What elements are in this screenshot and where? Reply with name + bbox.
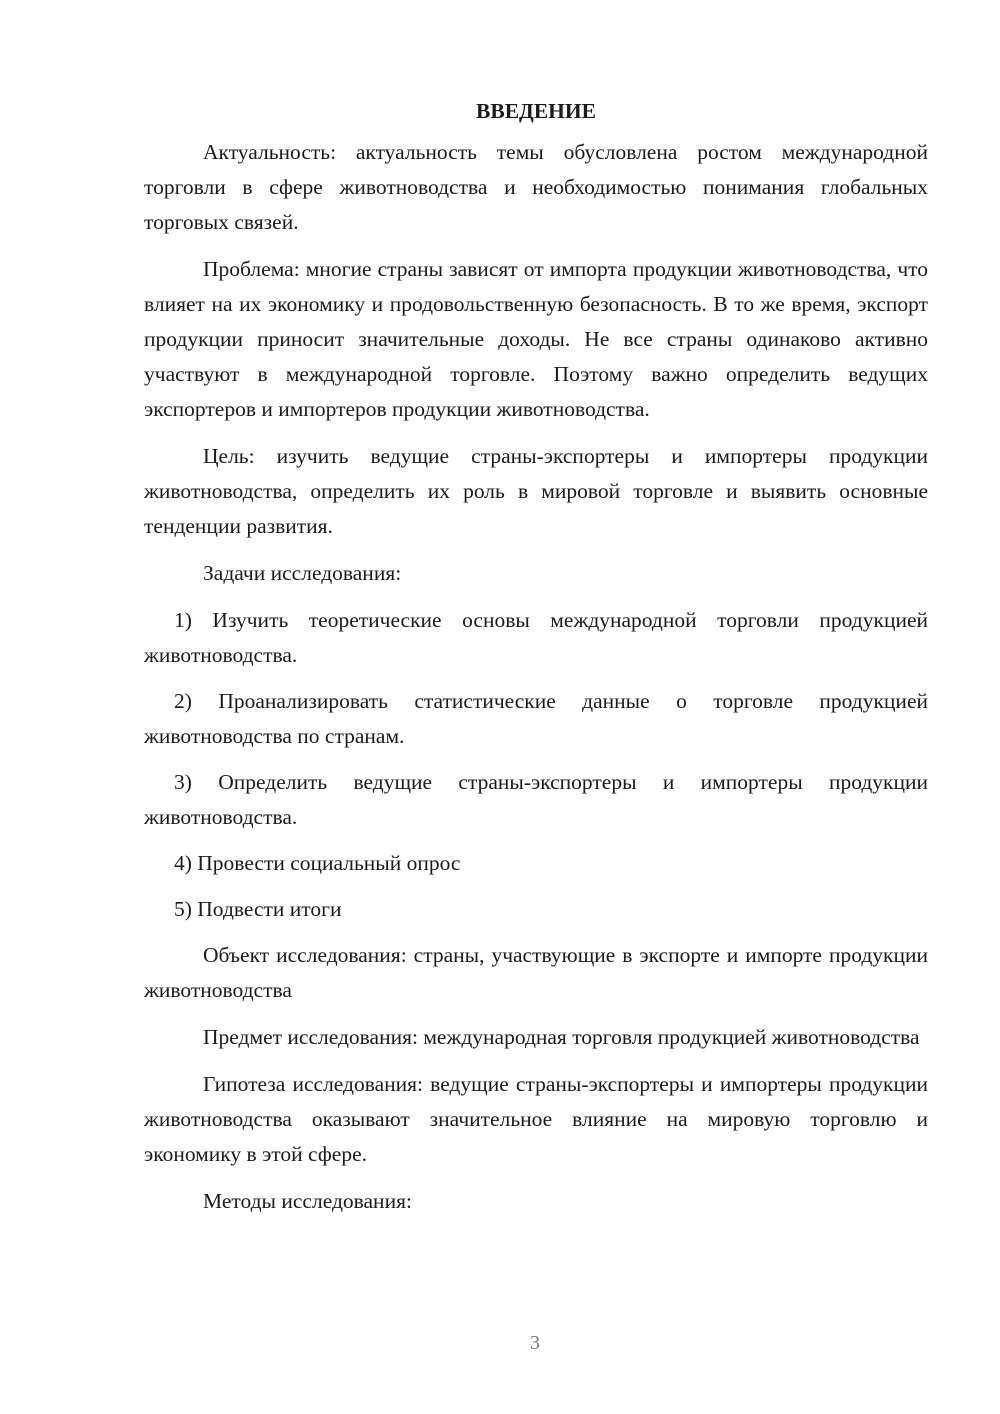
goal-paragraph: Цель: изучить ведущие страны-экспортеры и импортеры продукции животноводства, определить их роль в мировой торговле и выявить основные тенденции развития. [144,444,928,538]
hypothesis-paragraph: Гипотеза исследования: ведущие страны-экспортеры и импортеры продукции животноводства оказывают значительное влияние на мировую торговлю и экономику в этой сфере. [144,1072,928,1166]
subject-paragraph: Предмет исследования: международная торговля продукцией животноводства [203,1025,920,1049]
problem-paragraph: Проблема: многие страны зависят от импорта продукции животноводства, что влияет на их экономику и продовольственную безопасность. В то же время, экспорт продукции приносит значительные доходы. Не все страны одинаково активно участвуют в международной торговле. Поэтому важно определить ведущих экспортеров и импортеров продукции животноводства. [144,257,928,421]
task-item-4: 4) Провести социальный опрос [174,851,461,875]
task-item-1: 1) Изучить теоретические основы международной торговли продукцией животноводства. [144,608,928,667]
page-number: 3 [530,1332,540,1354]
task-item-2: 2) Проанализировать статистические данные о торговле продукцией животноводства по странам. [144,689,928,748]
object-paragraph: Объект исследования: страны, участвующие в экспорте и импорте продукции животноводства [144,943,928,1002]
page-title: ВВЕДЕНИЕ [476,99,596,123]
tasks-heading: Задачи исследования: [203,561,402,585]
task-item-5: 5) Подвести итоги [174,897,342,921]
methods-paragraph: Методы исследования: [203,1189,412,1213]
page-content [144,96,928,1231]
task-item-3: 3) Определить ведущие страны-экспортеры и импортеры продукции животноводства. [144,770,928,829]
relevance-paragraph: Актуальность: актуальность темы обусловлена ростом международной торговли в сфере животноводства и необходимостью понимания глобальных торговых связей. [144,140,928,234]
